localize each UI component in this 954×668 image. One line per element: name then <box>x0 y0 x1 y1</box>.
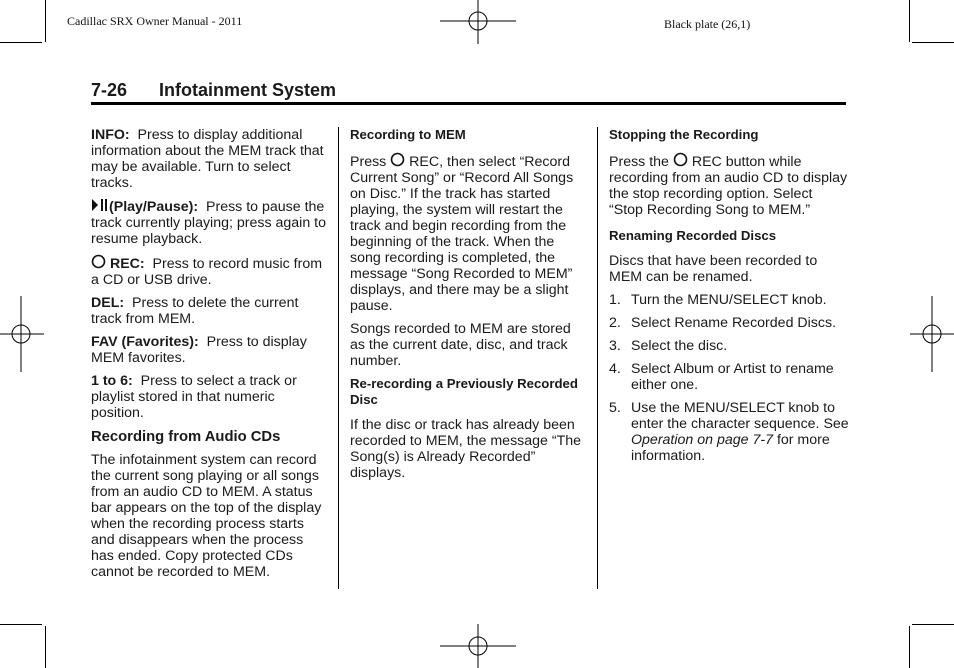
crop-mark <box>0 624 42 625</box>
record-icon <box>673 152 688 167</box>
column-divider <box>338 127 339 589</box>
page-number: 7-26 <box>91 80 128 100</box>
fav-text: Press to display MEM favorites. <box>91 334 307 366</box>
play-pause-text: Press to pause the track currently playing; press again to resume playback. <box>91 199 326 247</box>
registration-mark-right <box>910 296 954 372</box>
crop-mark <box>909 626 910 668</box>
rec-label: REC: <box>109 256 145 272</box>
stopping-recording-paragraph <box>609 152 849 218</box>
fav-label: FAV (Favorites): <box>91 334 199 350</box>
crop-mark <box>45 626 46 668</box>
list-item <box>609 315 849 331</box>
column-3 <box>609 127 849 471</box>
preset-label: 1 to 6: <box>91 373 133 389</box>
del-entry <box>91 295 329 327</box>
step-number: 5. <box>609 400 621 416</box>
recording-audio-cds-heading: Recording from Audio CDs <box>91 429 281 445</box>
re-recording-heading: Re-recording a Previously Recorded Disc <box>350 376 578 407</box>
recording-to-mem-heading: Recording to MEM <box>350 127 466 142</box>
rec-text: Press to record music from a CD or USB drive. <box>91 256 323 288</box>
section-title: Infotainment System <box>159 80 337 100</box>
re-recording-paragraph: If the disc or track has already been recorded to MEM, the message “The Song(s) is Already Recorded” displays. <box>350 417 582 481</box>
step-text: Select the disc. <box>631 338 728 354</box>
info-entry <box>91 127 329 191</box>
stopping-recording-text: REC button while recording from an audio CD to display the stop recording option. Select “Stop Recording Song to MEM.” <box>609 154 848 218</box>
step-text: Turn the MENU/SELECT knob. <box>631 292 827 308</box>
crop-mark <box>0 42 42 43</box>
renaming-discs-paragraph: Discs that have been recorded to MEM can be renamed. <box>609 253 818 285</box>
column-1 <box>91 127 329 587</box>
record-icon <box>91 254 106 269</box>
record-icon <box>390 152 405 167</box>
stopping-recording-heading: Stopping the Recording <box>609 127 759 142</box>
list-item <box>609 400 849 464</box>
info-text: Press to display additional information about the MEM track that may be available. Turn to select tracks. <box>91 127 324 191</box>
registration-mark-top <box>440 0 516 44</box>
del-text: Press to delete the current track from MEM. <box>91 295 299 327</box>
list-item <box>609 338 849 354</box>
rename-steps-list <box>609 292 849 464</box>
play-pause-label: (Play/Pause): <box>109 199 199 215</box>
recording-to-mem-paragraph <box>350 152 586 314</box>
step-number: 3. <box>609 338 621 354</box>
songs-stored-paragraph: Songs recorded to MEM are stored as the current date, disc, and track number. <box>350 321 571 369</box>
del-label: DEL: <box>91 295 125 311</box>
step-text: Select Album or Artist to rename either one. <box>631 361 834 393</box>
step-text: Select Rename Recorded Discs. <box>631 315 837 331</box>
step-number: 1. <box>609 292 621 308</box>
step-text-end: for more information. <box>631 432 830 464</box>
plate-label: Black plate (26,1) <box>664 17 751 31</box>
heading-rule <box>91 102 846 105</box>
rec-entry <box>91 254 329 288</box>
info-label: INFO: <box>91 127 130 143</box>
step-number: 2. <box>609 315 621 331</box>
recording-audio-cds-paragraph: The infotainment system can record the current song playing or all songs from an audio CD to MEM. A status bar appears on the top of the display when the recording process starts and disappears when the process has ended. Copy protected CDs cannot be recorded to MEM. <box>91 452 322 580</box>
registration-mark-bottom <box>440 624 516 668</box>
press-the-text: Press the <box>609 154 669 170</box>
step-number: 4. <box>609 361 621 377</box>
fav-entry <box>91 334 329 366</box>
renaming-discs-heading: Renaming Recorded Discs <box>609 228 777 243</box>
step-text: Use the MENU/SELECT knob to enter the character sequence. See <box>631 400 849 432</box>
section-heading <box>91 80 336 101</box>
play-pause-entry <box>91 198 329 247</box>
preset-text: Press to select a track or playlist stored in that numeric position. <box>91 373 297 421</box>
registration-mark-left <box>0 296 44 372</box>
crop-mark <box>912 624 954 625</box>
manual-title: Cadillac SRX Owner Manual - 2011 <box>67 14 243 28</box>
crop-mark <box>45 0 46 42</box>
press-text: Press <box>350 154 387 170</box>
crop-mark <box>909 0 910 42</box>
play-pause-icon <box>91 198 109 212</box>
column-divider <box>597 127 598 589</box>
column-2 <box>350 127 586 488</box>
recording-to-mem-text: REC, then select “Record Current Song” or “Record All Songs on Disc.” If the track has started playing, the system will restart the track and begin recording from the beginning of the track. When the song recording is completed, the message “Song Recorded to MEM” displays, and there may be a slight pause. <box>350 154 574 314</box>
cross-reference-link[interactable]: Operation on page 7-7 <box>631 432 773 448</box>
list-item <box>609 361 849 393</box>
preset-entry <box>91 373 329 421</box>
crop-mark <box>912 42 954 43</box>
list-item <box>609 292 849 308</box>
